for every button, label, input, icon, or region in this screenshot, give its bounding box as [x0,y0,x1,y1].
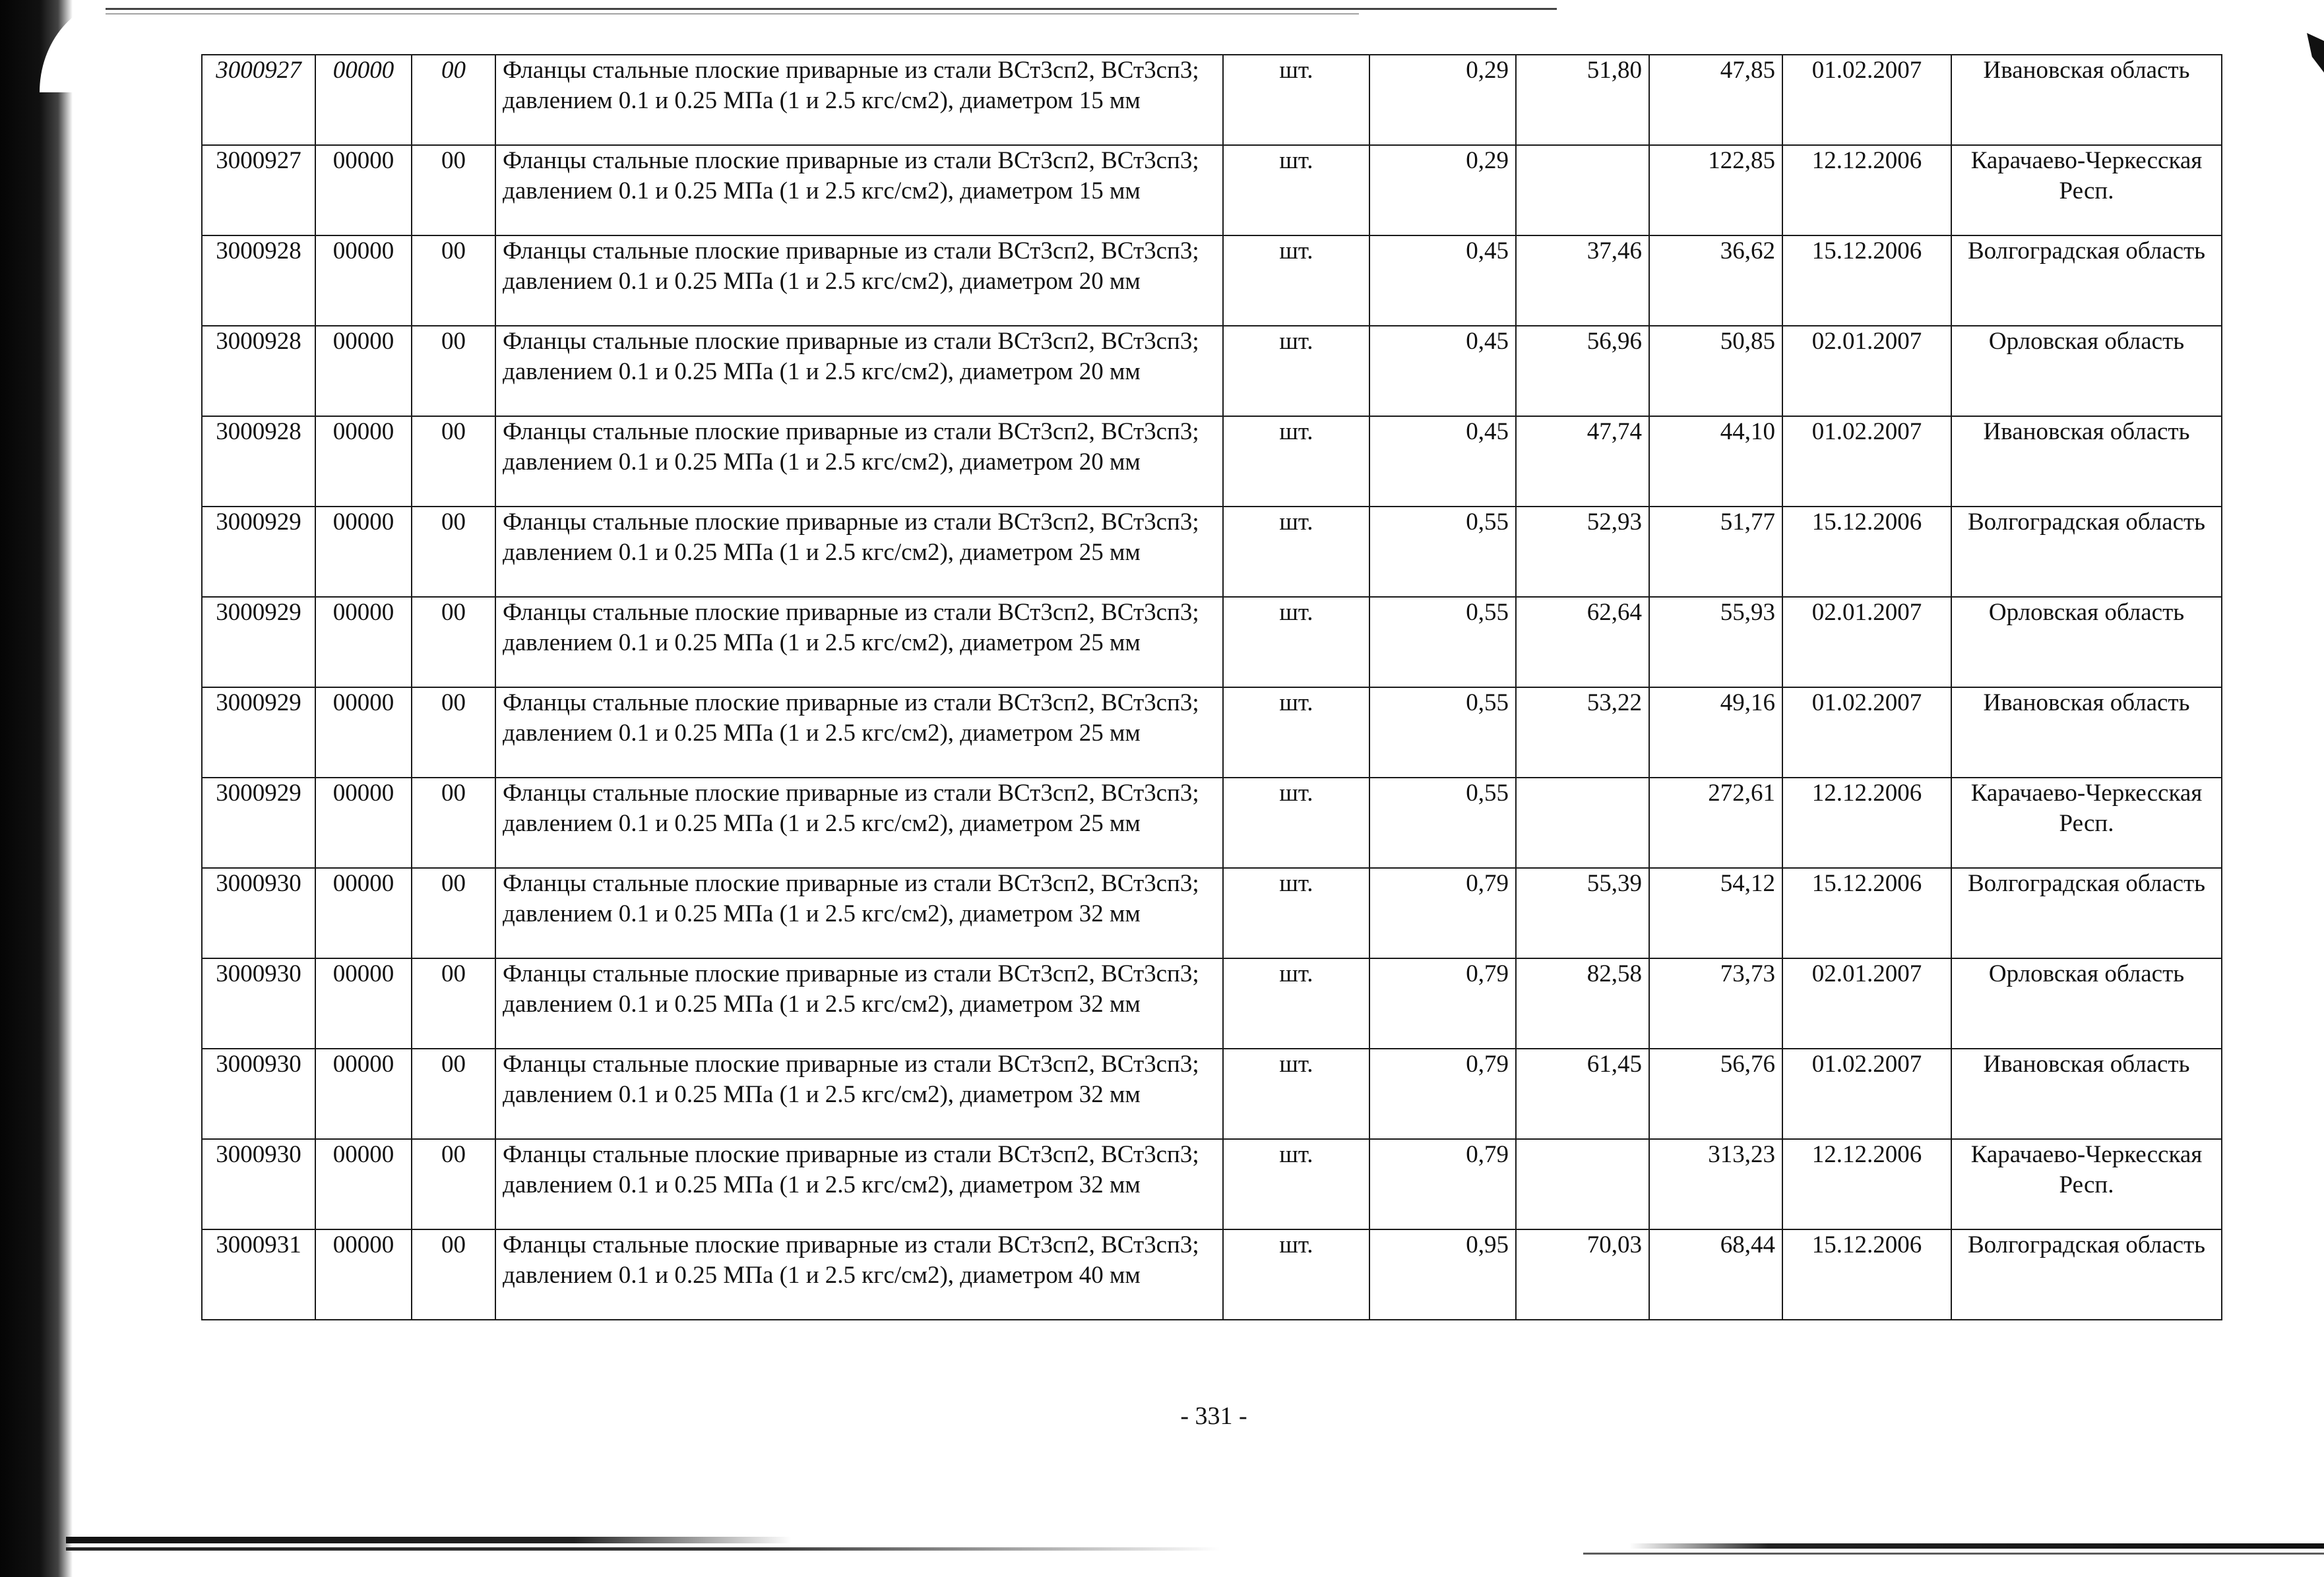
table-row [202,55,2222,145]
item-unit: шт. [1223,687,1369,778]
item-subcode: 00000 [315,416,412,507]
item-description: Фланцы стальные плоские приварные из стали ВСт3сп2, ВСт3сп3; давлением 0.1 и 0.25 МПа (1 и 2.5 кгс/см2), диаметром 20 мм [495,416,1223,507]
item-code: 3000927 [202,55,315,145]
item-variant: 00 [412,958,495,1049]
item-unit: шт. [1223,778,1369,868]
item-variant: 00 [412,326,495,416]
item-price-with-vat: 61,45 [1516,1049,1649,1139]
scan-top-rule [106,8,1557,10]
item-variant: 00 [412,868,495,958]
item-subcode: 00000 [315,778,412,868]
page-number: - 331 - [1180,1402,1247,1430]
item-weight: 0,95 [1369,1229,1516,1320]
item-description: Фланцы стальные плоские приварные из стали ВСт3сп2, ВСт3сп3; давлением 0.1 и 0.25 МПа (1 и 2.5 кгс/см2), диаметром 32 мм [495,1049,1223,1139]
item-variant: 00 [412,507,495,597]
table-row [202,958,2222,1049]
item-date: 12.12.2006 [1782,145,1951,235]
item-weight: 0,79 [1369,1139,1516,1229]
item-subcode: 00000 [315,597,412,687]
item-code: 3000929 [202,507,315,597]
item-code: 3000928 [202,235,315,326]
scan-right-mark [2307,33,2324,73]
item-code: 3000928 [202,416,315,507]
item-date: 02.01.2007 [1782,326,1951,416]
item-date: 02.01.2007 [1782,958,1951,1049]
item-unit: шт. [1223,1229,1369,1320]
item-weight: 0,55 [1369,687,1516,778]
item-price: 56,76 [1649,1049,1782,1139]
scan-top-rule-secondary [106,13,1359,15]
item-subcode: 00000 [315,1139,412,1229]
item-subcode: 00000 [315,687,412,778]
item-weight: 0,79 [1369,1049,1516,1139]
item-region: Ивановская область [1951,55,2222,145]
item-unit: шт. [1223,416,1369,507]
item-unit: шт. [1223,326,1369,416]
item-weight: 0,29 [1369,145,1516,235]
item-subcode: 00000 [315,958,412,1049]
item-price: 272,61 [1649,778,1782,868]
item-code: 3000930 [202,1049,315,1139]
item-date: 01.02.2007 [1782,55,1951,145]
item-price-with-vat: 53,22 [1516,687,1649,778]
table-row [202,597,2222,687]
item-description: Фланцы стальные плоские приварные из стали ВСт3сп2, ВСт3сп3; давлением 0.1 и 0.25 МПа (1 и 2.5 кгс/см2), диаметром 20 мм [495,326,1223,416]
item-description: Фланцы стальные плоские приварные из стали ВСт3сп2, ВСт3сп3; давлением 0.1 и 0.25 МПа (1 и 2.5 кгс/см2), диаметром 32 мм [495,1139,1223,1229]
item-code: 3000931 [202,1229,315,1320]
item-date: 12.12.2006 [1782,1139,1951,1229]
item-code: 3000929 [202,597,315,687]
item-variant: 00 [412,1139,495,1229]
item-code: 3000930 [202,868,315,958]
item-unit: шт. [1223,1139,1369,1229]
item-variant: 00 [412,597,495,687]
item-weight: 0,55 [1369,597,1516,687]
item-region: Волгоградская область [1951,507,2222,597]
item-code: 3000929 [202,778,315,868]
item-weight: 0,55 [1369,778,1516,868]
item-price-with-vat: 47,74 [1516,416,1649,507]
item-variant: 00 [412,55,495,145]
item-unit: шт. [1223,507,1369,597]
item-region: Орловская область [1951,597,2222,687]
item-date: 15.12.2006 [1782,507,1951,597]
table-row [202,1139,2222,1229]
item-description: Фланцы стальные плоские приварные из стали ВСт3сп2, ВСт3сп3; давлением 0.1 и 0.25 МПа (1 и 2.5 кгс/см2), диаметром 20 мм [495,235,1223,326]
item-region: Ивановская область [1951,1049,2222,1139]
item-description: Фланцы стальные плоские приварные из стали ВСт3сп2, ВСт3сп3; давлением 0.1 и 0.25 МПа (1 и 2.5 кгс/см2), диаметром 15 мм [495,145,1223,235]
item-price: 50,85 [1649,326,1782,416]
item-unit: шт. [1223,597,1369,687]
item-price-with-vat [1516,145,1649,235]
item-date: 01.02.2007 [1782,416,1951,507]
item-variant: 00 [412,416,495,507]
item-price-with-vat: 51,80 [1516,55,1649,145]
item-variant: 00 [412,1049,495,1139]
item-unit: шт. [1223,235,1369,326]
price-table [201,54,2222,1320]
table-row [202,145,2222,235]
table-row [202,868,2222,958]
table-row [202,416,2222,507]
item-unit: шт. [1223,868,1369,958]
table-row [202,326,2222,416]
table-row [202,1229,2222,1320]
item-subcode: 00000 [315,326,412,416]
item-description: Фланцы стальные плоские приварные из стали ВСт3сп2, ВСт3сп3; давлением 0.1 и 0.25 МПа (1 и 2.5 кгс/см2), диаметром 25 мм [495,597,1223,687]
item-price-with-vat: 82,58 [1516,958,1649,1049]
item-description: Фланцы стальные плоские приварные из стали ВСт3сп2, ВСт3сп3; давлением 0.1 и 0.25 МПа (1 и 2.5 кгс/см2), диаметром 32 мм [495,868,1223,958]
scan-bottom-streak [1629,1543,2324,1549]
item-date: 12.12.2006 [1782,778,1951,868]
item-price: 122,85 [1649,145,1782,235]
item-weight: 0,29 [1369,55,1516,145]
item-region: Карачаево-Черкесская Респ. [1951,778,2222,868]
table-body [202,55,2222,1320]
item-price: 55,93 [1649,597,1782,687]
item-date: 01.02.2007 [1782,687,1951,778]
item-date: 02.01.2007 [1782,597,1951,687]
scan-edge-left [0,0,73,1577]
item-region: Ивановская область [1951,416,2222,507]
item-price: 73,73 [1649,958,1782,1049]
table-row [202,1049,2222,1139]
item-variant: 00 [412,687,495,778]
item-subcode: 00000 [315,55,412,145]
item-code: 3000927 [202,145,315,235]
item-price-with-vat: 62,64 [1516,597,1649,687]
item-weight: 0,79 [1369,868,1516,958]
item-code: 3000929 [202,687,315,778]
item-region: Волгоградская область [1951,235,2222,326]
item-unit: шт. [1223,1049,1369,1139]
item-price-with-vat: 52,93 [1516,507,1649,597]
item-unit: шт. [1223,55,1369,145]
item-description: Фланцы стальные плоские приварные из стали ВСт3сп2, ВСт3сп3; давлением 0.1 и 0.25 МПа (1 и 2.5 кгс/см2), диаметром 40 мм [495,1229,1223,1320]
item-weight: 0,45 [1369,416,1516,507]
item-price-with-vat: 70,03 [1516,1229,1649,1320]
item-code: 3000930 [202,1139,315,1229]
table-row [202,687,2222,778]
scan-bottom-streak [66,1537,792,1543]
table-row [202,235,2222,326]
item-weight: 0,79 [1369,958,1516,1049]
item-price: 51,77 [1649,507,1782,597]
item-price: 68,44 [1649,1229,1782,1320]
item-subcode: 00000 [315,235,412,326]
item-subcode: 00000 [315,1229,412,1320]
item-date: 15.12.2006 [1782,1229,1951,1320]
item-price: 313,23 [1649,1139,1782,1229]
item-description: Фланцы стальные плоские приварные из стали ВСт3сп2, ВСт3сп3; давлением 0.1 и 0.25 МПа (1 и 2.5 кгс/см2), диаметром 32 мм [495,958,1223,1049]
item-variant: 00 [412,1229,495,1320]
item-price: 49,16 [1649,687,1782,778]
item-price: 36,62 [1649,235,1782,326]
item-subcode: 00000 [315,507,412,597]
item-price-with-vat [1516,1139,1649,1229]
scan-bottom-streak [66,1547,1220,1551]
item-unit: шт. [1223,145,1369,235]
scan-bottom-streak [1583,1553,2324,1555]
item-subcode: 00000 [315,868,412,958]
item-price: 47,85 [1649,55,1782,145]
item-price-with-vat: 55,39 [1516,868,1649,958]
item-price: 54,12 [1649,868,1782,958]
item-unit: шт. [1223,958,1369,1049]
item-subcode: 00000 [315,145,412,235]
item-description: Фланцы стальные плоские приварные из стали ВСт3сп2, ВСт3сп3; давлением 0.1 и 0.25 МПа (1 и 2.5 кгс/см2), диаметром 15 мм [495,55,1223,145]
item-description: Фланцы стальные плоские приварные из стали ВСт3сп2, ВСт3сп3; давлением 0.1 и 0.25 МПа (1 и 2.5 кгс/см2), диаметром 25 мм [495,778,1223,868]
item-weight: 0,45 [1369,235,1516,326]
item-variant: 00 [412,778,495,868]
item-subcode: 00000 [315,1049,412,1139]
item-region: Карачаево-Черкесская Респ. [1951,145,2222,235]
item-description: Фланцы стальные плоские приварные из стали ВСт3сп2, ВСт3сп3; давлением 0.1 и 0.25 МПа (1 и 2.5 кгс/см2), диаметром 25 мм [495,687,1223,778]
item-variant: 00 [412,145,495,235]
item-description: Фланцы стальные плоские приварные из стали ВСт3сп2, ВСт3сп3; давлением 0.1 и 0.25 МПа (1 и 2.5 кгс/см2), диаметром 25 мм [495,507,1223,597]
item-region: Карачаево-Черкесская Респ. [1951,1139,2222,1229]
item-weight: 0,45 [1369,326,1516,416]
item-date: 01.02.2007 [1782,1049,1951,1139]
item-date: 15.12.2006 [1782,868,1951,958]
table-row [202,778,2222,868]
item-date: 15.12.2006 [1782,235,1951,326]
item-variant: 00 [412,235,495,326]
item-region: Волгоградская область [1951,1229,2222,1320]
item-price-with-vat: 37,46 [1516,235,1649,326]
item-region: Орловская область [1951,326,2222,416]
item-region: Волгоградская область [1951,868,2222,958]
item-code: 3000928 [202,326,315,416]
item-price-with-vat [1516,778,1649,868]
item-region: Ивановская область [1951,687,2222,778]
table-row [202,507,2222,597]
item-region: Орловская область [1951,958,2222,1049]
item-weight: 0,55 [1369,507,1516,597]
item-code: 3000930 [202,958,315,1049]
item-price: 44,10 [1649,416,1782,507]
item-price-with-vat: 56,96 [1516,326,1649,416]
